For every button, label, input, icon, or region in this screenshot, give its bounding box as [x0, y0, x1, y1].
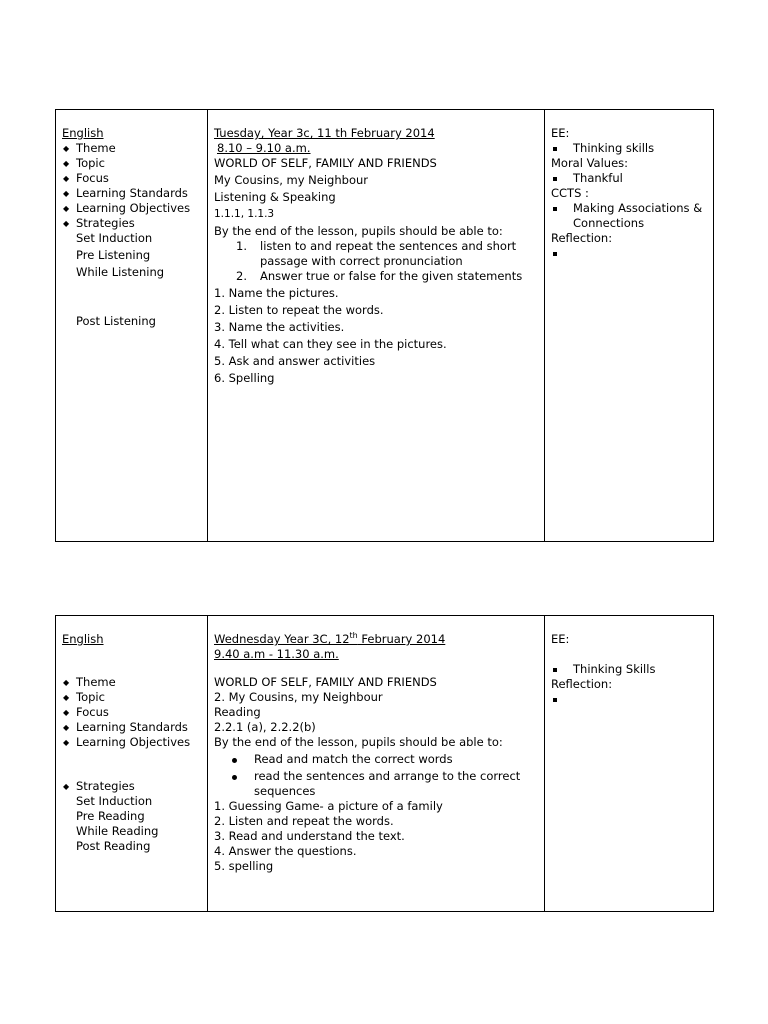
- plan1-moral-list: [551, 171, 713, 186]
- plan2-ee-item: Thinking Skills: [551, 662, 713, 677]
- plan1-content-column: [208, 110, 545, 541]
- plan1-label-theme: ◆ Theme: [62, 141, 207, 156]
- plan1-ccts-label: CCTS :: [551, 186, 589, 200]
- plan2-stage-pre: Pre Reading: [76, 809, 145, 823]
- plan1-objectives-intro: By the end of the lesson, pupils should be able to:: [214, 224, 503, 238]
- plan2-standards: 2.2.1 (a), 2.2.2(b): [214, 720, 316, 734]
- plan2-stage-set-induction: Set Induction: [76, 794, 153, 808]
- plan2-label-standards: ◆ Learning Standards: [62, 720, 207, 735]
- plan1-reflection-item: [551, 246, 713, 261]
- plan1-label-objectives: ◆ Learning Objectives: [62, 201, 207, 216]
- plan1-moral-item: Thankful: [551, 171, 713, 186]
- plan2-stage-while: While Reading: [76, 824, 159, 838]
- plan1-activity: 1. Name the pictures.: [214, 286, 339, 300]
- plan1-stage-set-induction: Set Induction: [76, 231, 153, 245]
- plan1-ee-list: [551, 141, 713, 156]
- plan1-time: 8.10 – 9.10 a.m.: [217, 141, 311, 155]
- plan1-activity: 6. Spelling: [214, 371, 275, 385]
- plan1-ee-label: EE:: [551, 126, 570, 140]
- plan1-ee-item: Thinking skills: [551, 141, 713, 156]
- plan1-labels-column: [56, 110, 208, 541]
- plan2-notes-column: [545, 616, 713, 911]
- plan1-activity: 3. Name the activities.: [214, 320, 345, 334]
- lesson-plan-2: [55, 615, 714, 912]
- plan1-reflection-label: Reflection:: [551, 231, 613, 245]
- plan2-reflection-label: Reflection:: [551, 677, 613, 691]
- plan2-reflection-list: [551, 692, 713, 707]
- plan2-strategies-list: [62, 779, 207, 794]
- plan1-stage-post: Post Listening: [76, 314, 156, 328]
- plan1-moral-label: Moral Values:: [551, 156, 629, 170]
- plan1-ccts-list: [551, 201, 713, 231]
- plan1-objectives-list: [214, 239, 544, 284]
- plan2-stage-post: Post Reading: [76, 839, 151, 853]
- plan2-time: 9.40 a.m - 11.30 a.m.: [214, 647, 339, 661]
- plan2-label-topic: ◆ Topic: [62, 690, 207, 705]
- plan1-activity: 2. Listen to repeat the words.: [214, 303, 384, 317]
- plan1-focus: Listening & Speaking: [214, 190, 336, 204]
- plan1-label-strategies: ◆ Strategies: [62, 216, 207, 231]
- plan2-label-strategies: ◆ Strategies: [62, 779, 207, 794]
- plan1-notes-column: [545, 110, 713, 541]
- plan2-objectives-list: [214, 752, 544, 799]
- plan1-theme: WORLD OF SELF, FAMILY AND FRIENDS: [214, 156, 437, 170]
- plan2-subject: English: [62, 632, 104, 646]
- plan2-objective-2: read the sentences and arrange to the correct sequences: [214, 769, 544, 799]
- plan2-label-focus: ◆ Focus: [62, 705, 207, 720]
- lesson-plan-1: [55, 109, 714, 542]
- plan1-reflection-list: [551, 246, 713, 261]
- plan1-label-focus: ◆ Focus: [62, 171, 207, 186]
- plan2-focus: Reading: [214, 705, 261, 719]
- plan1-subject: English: [62, 126, 104, 140]
- plan1-activity: 4. Tell what can they see in the pictures.: [214, 337, 447, 351]
- plan1-label-list: [62, 141, 207, 231]
- plan2-reflection-item: [551, 692, 713, 707]
- plan2-content-column: [208, 616, 545, 911]
- plan2-label-list: [62, 675, 207, 750]
- plan1-standards: 1.1.1, 1.1.3: [214, 208, 275, 220]
- plan2-activity: 1. Guessing Game- a picture of a family: [214, 799, 443, 813]
- plan2-date: Wednesday Year 3C, 12th February 2014: [214, 631, 446, 646]
- plan1-topic: My Cousins, my Neighbour: [214, 173, 368, 187]
- plan2-label-objectives: ◆ Learning Objectives: [62, 735, 207, 750]
- plan1-activities: [214, 286, 544, 386]
- plan2-label-theme: ◆ Theme: [62, 675, 207, 690]
- plan2-labels-column: [56, 616, 208, 911]
- plan1-activity: 5. Ask and answer activities: [214, 354, 376, 368]
- plan1-objective-2: 2. Answer true or false for the given statements: [236, 269, 523, 283]
- plan2-ee-list: [551, 662, 713, 677]
- plan1-ccts-item: Making Associations & Connections: [551, 201, 713, 231]
- plan1-objective-1: 1. listen to and repeat the sentences and short passage with correct pronunciation: [236, 239, 517, 268]
- plan2-activity: 4. Answer the questions.: [214, 844, 357, 858]
- plan1-stage-while: While Listening: [76, 265, 165, 279]
- plan2-objectives-intro: By the end of the lesson, pupils should be able to:: [214, 735, 503, 749]
- plan1-stage-pre: Pre Listening: [76, 248, 151, 262]
- plan2-activity: 2. Listen and repeat the words.: [214, 814, 394, 828]
- plan1-label-topic: ◆ Topic: [62, 156, 207, 171]
- plan2-ee-label: EE:: [551, 632, 570, 646]
- plan1-label-standards: ◆ Learning Standards: [62, 186, 207, 201]
- plan2-activity: 5. spelling: [214, 859, 274, 873]
- plan2-theme: WORLD OF SELF, FAMILY AND FRIENDS: [214, 675, 437, 689]
- plan2-objective-1: Read and match the correct words: [214, 752, 544, 767]
- plan2-topic: 2. My Cousins, my Neighbour: [214, 690, 383, 704]
- plan1-date: Tuesday, Year 3c, 11 th February 2014: [214, 126, 435, 140]
- plan2-activity: 3. Read and understand the text.: [214, 829, 405, 843]
- plan2-activities: [214, 799, 544, 874]
